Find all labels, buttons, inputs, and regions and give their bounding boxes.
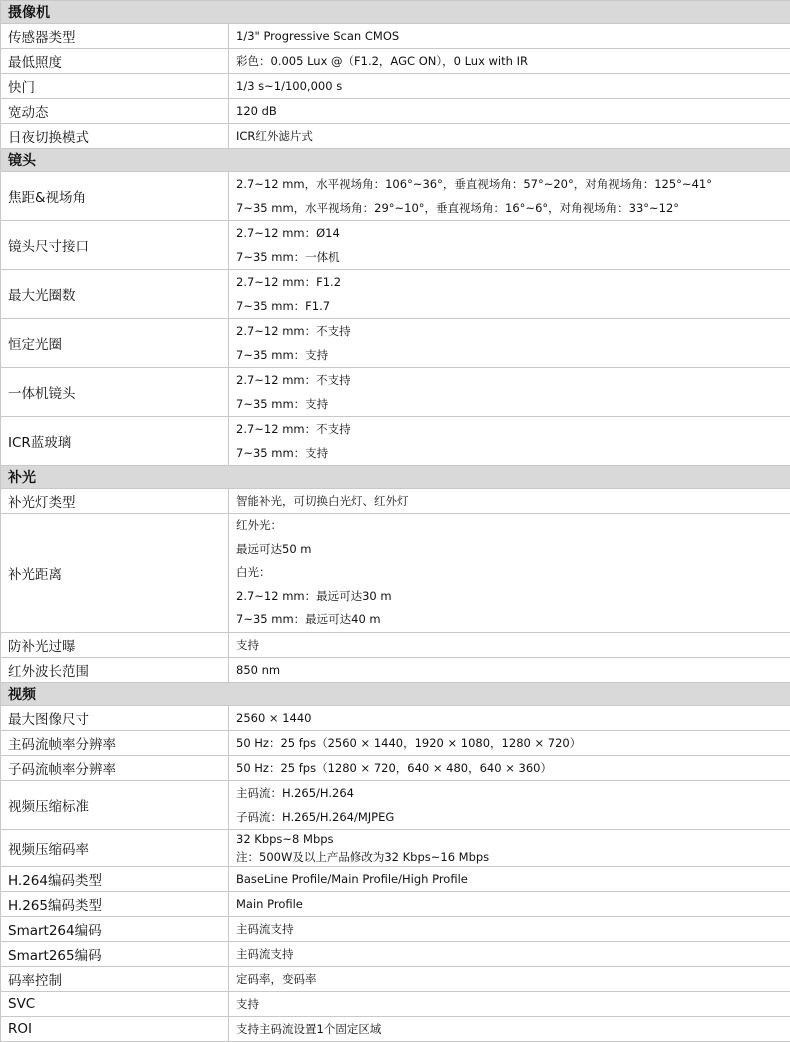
spec-value — [229, 730, 790, 755]
spec-table-body — [1, 1, 790, 1042]
spec-value — [229, 489, 790, 514]
spec-value-line: 最远可达50 m — [236, 538, 783, 562]
spec-value-line: 主码流支持 — [236, 942, 783, 966]
spec-value-line: 支持 — [236, 992, 783, 1016]
spec-value — [229, 780, 790, 829]
spec-value — [229, 221, 790, 270]
spec-value-line: 2.7~12 mm：Ø14 — [236, 221, 783, 245]
spec-label: 防补光过曝 — [1, 632, 229, 657]
spec-label: 最低照度 — [1, 49, 229, 74]
spec-label: 传感器类型 — [1, 24, 229, 49]
spec-value-line: 1/3 s~1/100,000 s — [236, 74, 783, 98]
spec-value — [229, 991, 790, 1016]
spec-value-line: Main Profile — [236, 892, 783, 916]
section-title: 补光 — [1, 466, 790, 489]
spec-row — [1, 891, 790, 916]
spec-value-line: 7~35 mm：支持 — [236, 392, 783, 416]
spec-value — [229, 941, 790, 966]
spec-value — [229, 514, 790, 633]
spec-row — [1, 124, 790, 149]
spec-label: 主码流帧率分辨率 — [1, 730, 229, 755]
spec-row — [1, 632, 790, 657]
spec-row — [1, 657, 790, 682]
spec-value-line: 白光： — [236, 561, 783, 585]
spec-value — [229, 24, 790, 49]
spec-value — [229, 49, 790, 74]
spec-value-line: 50 Hz：25 fps（1280 × 720，640 × 480，640 × 360） — [236, 756, 783, 780]
section-header-row — [1, 682, 790, 705]
spec-label: SVC — [1, 991, 229, 1016]
spec-row — [1, 489, 790, 514]
spec-label: H.264编码类型 — [1, 866, 229, 891]
spec-value-line: 2.7~12 mm：不支持 — [236, 417, 783, 441]
spec-value-line: 120 dB — [236, 99, 783, 123]
spec-label: 子码流帧率分辨率 — [1, 755, 229, 780]
spec-label: ICR蓝玻璃 — [1, 417, 229, 466]
spec-value-line: 7~35 mm：一体机 — [236, 245, 783, 269]
spec-row — [1, 368, 790, 417]
spec-row — [1, 866, 790, 891]
spec-label: 码率控制 — [1, 966, 229, 991]
spec-value-line: 支持 — [236, 633, 783, 657]
spec-label: H.265编码类型 — [1, 891, 229, 916]
spec-value-line: 主码流支持 — [236, 917, 783, 941]
spec-row — [1, 319, 790, 368]
spec-label: 视频压缩标准 — [1, 780, 229, 829]
spec-value-line: 智能补光，可切换白光灯、红外灯 — [236, 489, 783, 513]
spec-label: 镜头尺寸接口 — [1, 221, 229, 270]
spec-value — [229, 74, 790, 99]
spec-label: 焦距&视场角 — [1, 172, 229, 221]
spec-value-line: 1/3" Progressive Scan CMOS — [236, 24, 783, 48]
spec-label: 最大图像尺寸 — [1, 705, 229, 730]
spec-value-line: 2.7~12 mm：不支持 — [236, 368, 783, 392]
spec-value — [229, 829, 790, 866]
spec-row — [1, 1016, 790, 1041]
spec-value — [229, 270, 790, 319]
spec-value — [229, 99, 790, 124]
spec-value-line: 7~35 mm：最远可达40 m — [236, 608, 783, 632]
section-header-row — [1, 1, 790, 24]
spec-value-line: 定码率，变码率 — [236, 967, 783, 991]
spec-value-line: 7~35 mm：F1.7 — [236, 294, 783, 318]
spec-label: 补光距离 — [1, 514, 229, 633]
spec-value-line: 彩色：0.005 Lux @（F1.2，AGC ON），0 Lux with IR — [236, 49, 783, 73]
spec-value-line: 7~35 mm：支持 — [236, 441, 783, 465]
spec-label: 红外波长范围 — [1, 657, 229, 682]
spec-value-line: 2.7~12 mm：最远可达30 m — [236, 585, 783, 609]
spec-value — [229, 866, 790, 891]
section-header-row — [1, 466, 790, 489]
spec-row — [1, 780, 790, 829]
spec-value — [229, 319, 790, 368]
spec-value-line: 2560 × 1440 — [236, 706, 783, 730]
spec-value-line: 32 Kbps~8 Mbps — [236, 830, 783, 848]
spec-label: Smart264编码 — [1, 916, 229, 941]
spec-label: 补光灯类型 — [1, 489, 229, 514]
spec-value-line: 50 Hz：25 fps（2560 × 1440，1920 × 1080，1280 × 720） — [236, 731, 783, 755]
spec-value-line: 2.7~12 mm：不支持 — [236, 319, 783, 343]
spec-value-line: 红外光： — [236, 514, 783, 538]
spec-value — [229, 1016, 790, 1041]
spec-value — [229, 124, 790, 149]
spec-value-line: ICR红外滤片式 — [236, 124, 783, 148]
spec-value-line: 850 nm — [236, 658, 783, 682]
spec-label: 日夜切换模式 — [1, 124, 229, 149]
spec-label: 快门 — [1, 74, 229, 99]
spec-value — [229, 172, 790, 221]
spec-label: 一体机镜头 — [1, 368, 229, 417]
spec-row — [1, 730, 790, 755]
spec-value-line: 主码流：H.265/H.264 — [236, 781, 783, 805]
section-title: 视频 — [1, 682, 790, 705]
spec-value-line: 支持主码流设置1个固定区域 — [236, 1017, 783, 1041]
spec-value-line: 7~35 mm：支持 — [236, 343, 783, 367]
section-header-row — [1, 149, 790, 172]
spec-value — [229, 368, 790, 417]
spec-row — [1, 49, 790, 74]
spec-row — [1, 991, 790, 1016]
spec-value — [229, 916, 790, 941]
spec-row — [1, 941, 790, 966]
spec-label: 恒定光圈 — [1, 319, 229, 368]
spec-value-line: 2.7~12 mm：F1.2 — [236, 270, 783, 294]
spec-row — [1, 755, 790, 780]
spec-value — [229, 657, 790, 682]
spec-row — [1, 966, 790, 991]
spec-row — [1, 514, 790, 633]
section-title: 镜头 — [1, 149, 790, 172]
spec-value-line: 子码流：H.265/H.264/MJPEG — [236, 805, 783, 829]
spec-value — [229, 705, 790, 730]
spec-value — [229, 632, 790, 657]
spec-row — [1, 221, 790, 270]
spec-value — [229, 966, 790, 991]
spec-label: 最大光圈数 — [1, 270, 229, 319]
spec-value — [229, 755, 790, 780]
spec-row — [1, 270, 790, 319]
spec-label: Smart265编码 — [1, 941, 229, 966]
section-title: 摄像机 — [1, 1, 790, 24]
spec-row — [1, 829, 790, 866]
spec-row — [1, 417, 790, 466]
spec-row — [1, 99, 790, 124]
spec-row — [1, 705, 790, 730]
spec-row — [1, 74, 790, 99]
spec-label: 视频压缩码率 — [1, 829, 229, 866]
spec-value-line: 7~35 mm，水平视场角：29°~10°，垂直视场角：16°~6°，对角视场角：33°~12° — [236, 196, 783, 220]
spec-row — [1, 172, 790, 221]
spec-value-line: 注：500W及以上产品修改为32 Kbps~16 Mbps — [236, 848, 783, 866]
spec-label: ROI — [1, 1016, 229, 1041]
spec-label: 宽动态 — [1, 99, 229, 124]
spec-value — [229, 891, 790, 916]
spec-value-line: BaseLine Profile/Main Profile/High Profile — [236, 867, 783, 891]
spec-value — [229, 417, 790, 466]
spec-value-line: 2.7~12 mm，水平视场角：106°~36°，垂直视场角：57°~20°，对角视场角：125°~41° — [236, 172, 783, 196]
spec-row — [1, 916, 790, 941]
spec-row — [1, 24, 790, 49]
